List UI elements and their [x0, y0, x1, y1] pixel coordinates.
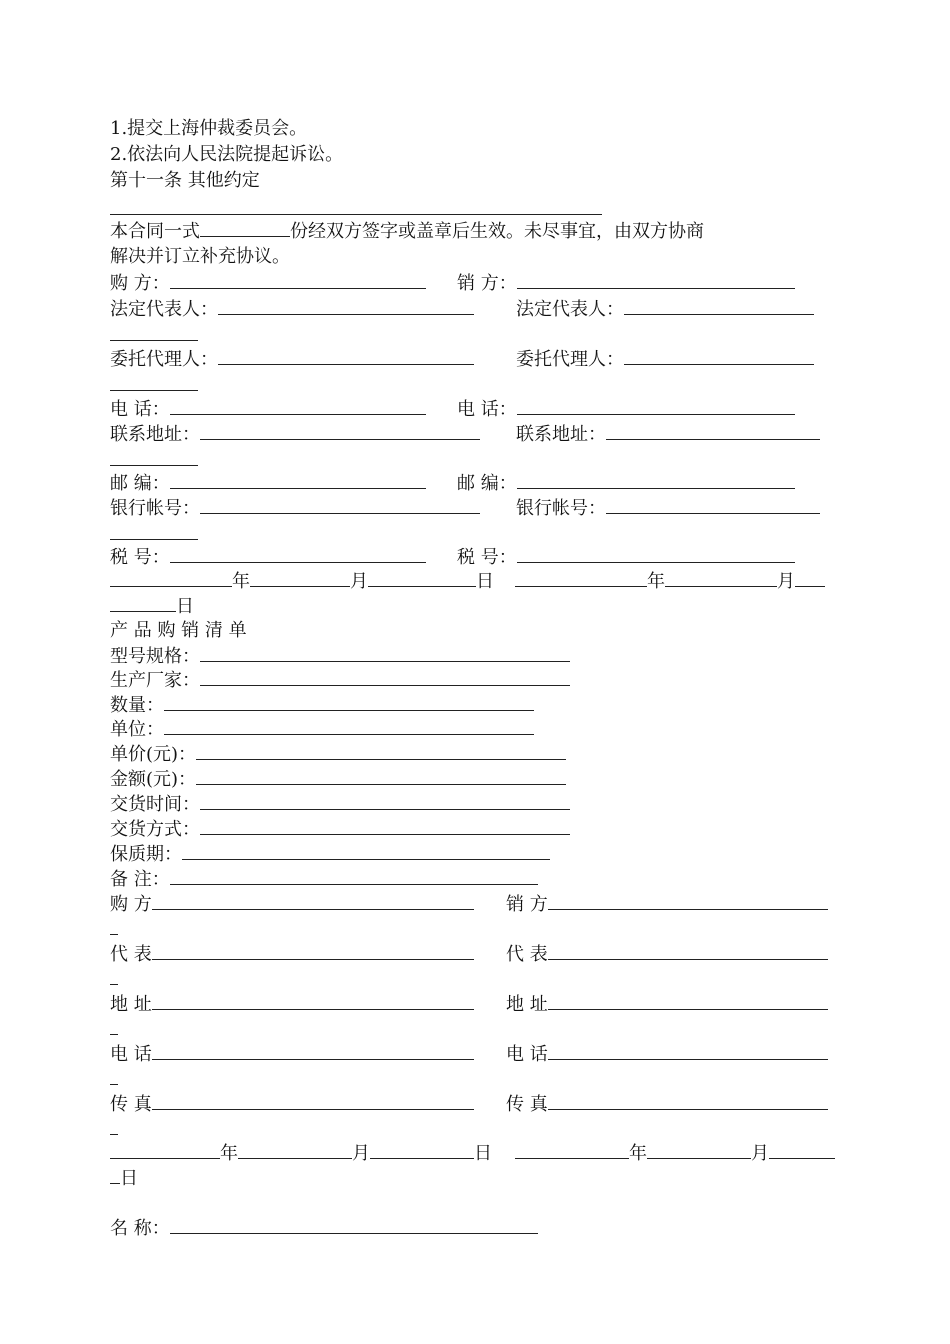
- sig-buyer: 购 方: [110, 893, 474, 916]
- seller-phone-field[interactable]: [517, 398, 795, 415]
- seller-tax-no: 税 号：: [457, 546, 795, 569]
- manufacturer-row: 生产厂家：: [110, 669, 570, 692]
- quantity-row: 数量：: [110, 694, 534, 717]
- buyer-agent: 委托代理人：: [110, 348, 474, 371]
- manufacturer-field[interactable]: [200, 669, 570, 686]
- model-field[interactable]: [200, 645, 570, 662]
- seller-address: 联系地址：: [516, 423, 820, 446]
- sig-date-day: 日: [110, 1167, 138, 1190]
- buyer-phone-field[interactable]: [170, 398, 426, 415]
- buyer-tax-field[interactable]: [170, 546, 426, 563]
- delivery-method-field[interactable]: [200, 818, 570, 835]
- buyer-phone: 电 话：: [110, 398, 426, 421]
- address-wrap-line[interactable]: [110, 447, 198, 466]
- buyer-address-field[interactable]: [200, 423, 480, 440]
- delivery-method-row: 交货方式：: [110, 818, 570, 841]
- amount-row: 金额(元)：: [110, 768, 566, 791]
- validity-prefix: 本合同一式: [110, 221, 200, 242]
- date-row-day: 日: [110, 595, 194, 618]
- buyer-field[interactable]: [170, 272, 426, 289]
- amount-field[interactable]: [196, 768, 566, 785]
- sig-address-seller: 地 址: [506, 993, 828, 1016]
- seller-legal-rep: 法定代表人：: [516, 298, 814, 321]
- unit-field[interactable]: [164, 718, 534, 735]
- seller-agent-field[interactable]: [624, 348, 814, 365]
- validity-line-2: 解决并订立补充协议。: [110, 246, 290, 267]
- sig-rep-seller: 代 表: [506, 943, 828, 966]
- validity-line-1: [110, 220, 704, 243]
- product-list-title: 产 品 购 销 清 单: [110, 620, 247, 641]
- unit-price-row: 单价(元)：: [110, 743, 566, 766]
- buyer-bank-field[interactable]: [200, 497, 480, 514]
- seller-bank-field[interactable]: [606, 497, 820, 514]
- unit-row: 单位：: [110, 718, 534, 741]
- name-row: 名 称：: [110, 1217, 538, 1240]
- date-row-1: 年 月 日: [110, 570, 494, 593]
- seller-phone: 电 话：: [457, 398, 795, 421]
- model-row: 型号规格：: [110, 645, 570, 668]
- seller-field[interactable]: [517, 272, 795, 289]
- warranty-row: 保质期：: [110, 843, 550, 866]
- date-row-2: 年 月: [515, 570, 825, 593]
- delivery-time-row: 交货时间：: [110, 793, 570, 816]
- sig-address-buyer: 地 址: [110, 993, 474, 1016]
- buyer-agent-field[interactable]: [218, 348, 474, 365]
- warranty-field[interactable]: [182, 843, 550, 860]
- sig-date-row-2: 年 月: [515, 1142, 835, 1165]
- sig-fax-buyer: 传 真: [110, 1093, 474, 1116]
- legal-rep-wrap-line[interactable]: [110, 322, 198, 341]
- clause-litigation: 2.依法向人民法院提起诉讼。: [110, 144, 344, 165]
- buyer-legal-rep: 法定代表人：: [110, 298, 474, 321]
- seller-postcode: 邮 编：: [457, 472, 795, 495]
- buyer-label: 购 方：: [110, 272, 426, 295]
- seller-label: 销 方：: [457, 272, 795, 295]
- buyer-legal-rep-field[interactable]: [218, 298, 474, 315]
- seller-postcode-field[interactable]: [517, 472, 795, 489]
- agent-wrap-line[interactable]: [110, 372, 198, 391]
- validity-suffix: 份经双方签字或盖章后生效。未尽事宜，由双方协商: [290, 221, 704, 242]
- sig-phone-buyer: 电 话: [110, 1043, 474, 1066]
- sig-seller: 销 方: [506, 893, 828, 916]
- name-field[interactable]: [170, 1217, 538, 1234]
- seller-agent: 委托代理人：: [516, 348, 814, 371]
- sig-rep-buyer: 代 表: [110, 943, 474, 966]
- seller-address-field[interactable]: [606, 423, 820, 440]
- sig-phone-seller: 电 话: [506, 1043, 828, 1066]
- buyer-address: 联系地址：: [110, 423, 480, 446]
- clause-arbitration: 1.提交上海仲裁委员会。: [110, 118, 308, 139]
- sig-seller-field[interactable]: [548, 893, 828, 910]
- other-terms-line[interactable]: [110, 194, 602, 215]
- buyer-postcode: 邮 编：: [110, 472, 426, 495]
- remarks-field[interactable]: [170, 868, 538, 885]
- quantity-field[interactable]: [164, 694, 534, 711]
- seller-bank-account: 银行帐号：: [516, 497, 820, 520]
- seller-legal-rep-field[interactable]: [624, 298, 814, 315]
- delivery-time-field[interactable]: [200, 793, 570, 810]
- remarks-row: 备 注：: [110, 868, 538, 891]
- unit-price-field[interactable]: [196, 743, 566, 760]
- bank-wrap-line[interactable]: [110, 521, 198, 540]
- buyer-bank-account: 银行帐号：: [110, 497, 480, 520]
- buyer-postcode-field[interactable]: [170, 472, 426, 489]
- article-11-title: 第十一条 其他约定: [110, 170, 260, 191]
- sig-fax-seller: 传 真: [506, 1093, 828, 1116]
- buyer-tax-no: 税 号：: [110, 546, 426, 569]
- sig-date-row-1: 年 月 日: [110, 1142, 492, 1165]
- sig-buyer-field[interactable]: [152, 893, 474, 910]
- seller-tax-field[interactable]: [517, 546, 795, 563]
- copies-blank[interactable]: [200, 220, 290, 237]
